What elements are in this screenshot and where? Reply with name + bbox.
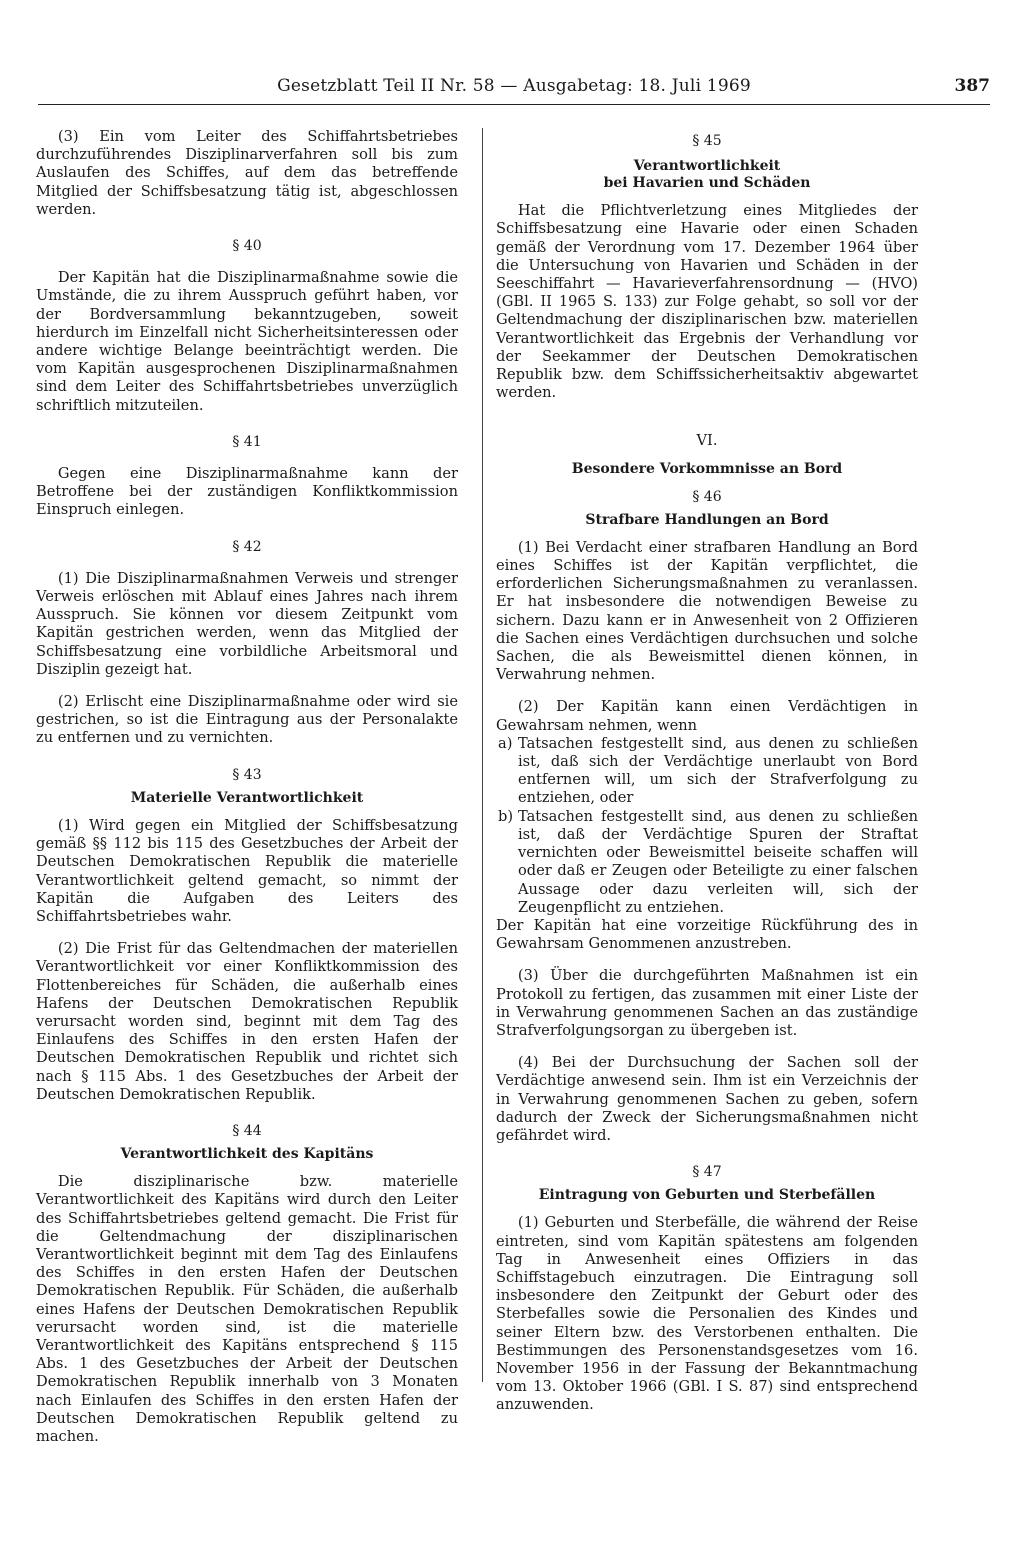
- section-42-number: § 42: [232, 538, 262, 555]
- paragraph-42-2: (2) Erlischt eine Disziplinarmaßnahme oder wird sie gestrichen, so ist die Eintragung aus der Personalakte zu entfernen und zu vernichten.: [36, 693, 458, 747]
- section-41-number: § 41: [232, 433, 262, 450]
- list-item-a: [496, 735, 918, 808]
- list-item-a-label: a): [498, 734, 513, 752]
- section-45-number: § 45: [692, 133, 722, 149]
- column-divider: [482, 128, 483, 1382]
- section-46-heading: Strafbare Handlungen an Bord: [585, 511, 829, 528]
- paragraph-46-2: (2) Der Kapitän kann einen Verdächtigen in Gewahrsam nehmen, wenn: [496, 698, 918, 734]
- page-header: [38, 74, 990, 105]
- paragraph-45: Hat die Pflichtverletzung eines Mitgliedes der Schiffsbesatzung eine Havarie oder einen Schaden gemäß der Verordnung vom 17. Dezember 1964 über die Untersuchung von Havarien und Schäden in der Seeschiffahrt — Havarieverfahrensordnung — (HVO) (GBl. II 1965 S. 133) zur Folge gehabt, so soll vor der Geltendmachung der disziplinarischen bzw. materiellen Verantwortlichkeit das Ergebnis der Verhandlung vor der Seekammer der Deutschen Demokratischen Republik bzw. dem Schiffssicherheitsaktiv abgewartet werden.: [496, 202, 918, 402]
- paragraph-42-1: (1) Die Disziplinarmaßnahmen Verweis und strenger Verweis erlöschen mit Ablauf eines Jahres nach ihrem Ausspruch. Sie können vor diesem Zeitpunkt vom Kapitän gestrichen werden, wenn das Mitglied der Schiffsbesatzung eine vorbildliche Arbeitsmoral und Disziplin gezeigt hat.: [36, 569, 458, 678]
- list-item-a-text: Tatsachen festgestellt sind, aus denen zu schließen ist, daß sich der Verdächtige unerlaubt von Bord entfernen will, um sich der Strafverfolgung zu entziehen, oder: [518, 734, 918, 807]
- paragraph-44: Die disziplinarische bzw. materielle Verantwortlichkeit des Kapitäns wird durch den Leiter des Schiffahrtsbetriebes geltend gemacht. Die Frist für die Geltendmachung der disziplinarischen Verantwortlichkeit beginnt mit dem Tag des Einlaufens des Schiffes in den ersten Hafen der Deutschen Demokratischen Republik. Für Schäden, die außerhalb eines Hafens der Deutschen Demokratischen Republik verursacht worden sind, ist die materielle Verantwortlichkeit des Kapitäns entsprechend § 115 Abs. 1 des Gesetzbuches der Arbeit der Deutschen Demokratischen Republik innerhalb von 3 Monaten nach Einlaufen des Schiffes in den ersten Hafen der Deutschen Demokratischen Republik geltend zu machen.: [36, 1173, 458, 1445]
- paragraph-40: Der Kapitän hat die Disziplinarmaßnahme sowie die Umstände, die zu ihrem Ausspruch geführt haben, vor der Bordversammlung bekanntzugeben, soweit hierdurch im Einzelfall nicht Sicherheitsinteressen oder andere wichtige Belange beeinträchtigt werden. Die vom Kapitän ausgesprochenen Disziplinarmaßnahmen sind dem Leiter des Schiffahrtsbetriebes unverzüglich schriftlich mitzuteilen.: [36, 269, 458, 414]
- paragraph-46-3: (3) Über die durchgeführten Maßnahmen ist ein Protokoll zu fertigen, das zusammen mit einer Liste der in Verwahrung genommenen Sachen an das zuständige Strafverfolgungsorgan zu übergeben ist.: [496, 967, 918, 1039]
- section-44-heading: Verantwortlichkeit des Kapitäns: [120, 1146, 374, 1163]
- paragraph-39-3: (3) Ein vom Leiter des Schiffahrtsbetriebes durchzuführendes Disziplinarverfahren soll bis zum Auslaufen des Schiffes, auf dem das betreffende Mitglied der Schiffsbesatzung tätig ist, abgeschlossen werden.: [36, 128, 458, 218]
- paragraph-43-2: (2) Die Frist für das Geltendmachen der materiellen Verantwortlichkeit vor einer Konfliktkommission des Flottenbereiches für Schäden, die außerhalb eines Hafens der Deutschen Demokratischen Republik verursacht worden sind, beginnt mit dem Tag des Einlaufens des Schiffes in den ersten Hafen der Deutschen Demokratischen Republik und richtet sich nach § 115 Abs. 1 des Gesetzbuches der Arbeit der Deutschen Demokratischen Republik.: [36, 940, 458, 1103]
- section-44-number: § 44: [232, 1122, 262, 1139]
- paragraph-43-1: (1) Wird gegen ein Mitglied der Schiffsbesatzung gemäß §§ 112 bis 115 des Gesetzbuches der Arbeit der Deutschen Demokratischen Republik die materielle Verantwortlichkeit geltend gemacht, so nimmt der Kapitän die Aufgaben des Leiters des Schiffahrtsbetriebes wahr.: [36, 816, 458, 925]
- section-43-heading: Materielle Verantwortlichkeit: [130, 789, 364, 806]
- section-46-number: § 46: [692, 488, 722, 505]
- chapter-number: VI.: [696, 432, 718, 450]
- page-number: 387: [954, 76, 990, 96]
- section-40-number: § 40: [232, 238, 262, 255]
- chapter-heading: Besondere Vorkommnisse an Bord: [571, 460, 843, 477]
- section-43-number: § 43: [232, 766, 262, 783]
- list-item-b-label: b): [498, 807, 514, 825]
- section-47-heading: Eintragung von Geburten und Sterbefällen: [538, 1187, 876, 1204]
- paragraph-46-2-closing: Der Kapitän hat eine vorzeitige Rückführung des in Gewahrsam Genommenen anzustreben.: [496, 916, 918, 953]
- right-column: [496, 128, 918, 1415]
- list-item-b-text: Tatsachen festgestellt sind, aus denen zu schließen ist, daß der Verdächtige Spuren der Straftat vernichten oder Beweismittel beiseite schaffen will oder daß er Zeugen oder Beteiligte zu einer falschen Aussage oder dazu verleiten will, sich der Zeugenpflicht zu entziehen.: [518, 807, 918, 916]
- paragraph-47-1: (1) Geburten und Sterbefälle, die während der Reise eintreten, sind vom Kapitän spätestens am folgenden Tag in Anwesenheit eines Offiziers in das Schiffstagebuch einzutragen. Die Eintragung soll insbesondere den Zeitpunkt der Geburt oder des Sterbefalles sowie die Personalien des Kindes und seiner Eltern bzw. des Verstorbenen enthalten. Die Bestimmungen des Personenstandsgesetzes vom 16. November 1956 in der Fassung der Bekanntmachung vom 13. Oktober 1966 (GBl. I S. 87) sind entsprechend anzuwenden.: [496, 1214, 918, 1414]
- left-column: [36, 128, 458, 1446]
- paragraph-46-4: (4) Bei der Durchsuchung der Sachen soll der Verdächtige anwesend sein. Ihm ist ein Verzeichnis der in Verwahrung genommenen Sachen zu geben, sofern dadurch der Zweck der Sicherungsmaßnahmen nicht gefährdet wird.: [496, 1054, 918, 1144]
- list-item-b: [496, 808, 918, 917]
- header-title: Gesetzblatt Teil II Nr. 58 — Ausgabetag: 18. Juli 1969: [277, 76, 751, 96]
- section-45-heading-line2: bei Havarien und Schäden: [603, 175, 811, 192]
- paragraph-41: Gegen eine Disziplinarmaßnahme kann der Betroffene bei der zuständigen Konfliktkommission Einspruch einlegen.: [36, 465, 458, 519]
- section-45-heading-line1: Verantwortlichkeit: [633, 158, 781, 175]
- paragraph-46-1: (1) Bei Verdacht einer strafbaren Handlung an Bord eines Schiffes ist der Kapitän verpflichtet, die erforderlichen Sicherungsmaßnahmen zu veranlassen. Er hat insbesondere die notwendigen Beweise zu sichern. Dazu kann er in Anwesenheit von 2 Offizieren die Sachen eines Verdächtigen durchsuchen und solche Sachen, die als Beweismittel dienen können, in Verwahrung nehmen.: [496, 538, 918, 684]
- section-47-number: § 47: [692, 1164, 722, 1181]
